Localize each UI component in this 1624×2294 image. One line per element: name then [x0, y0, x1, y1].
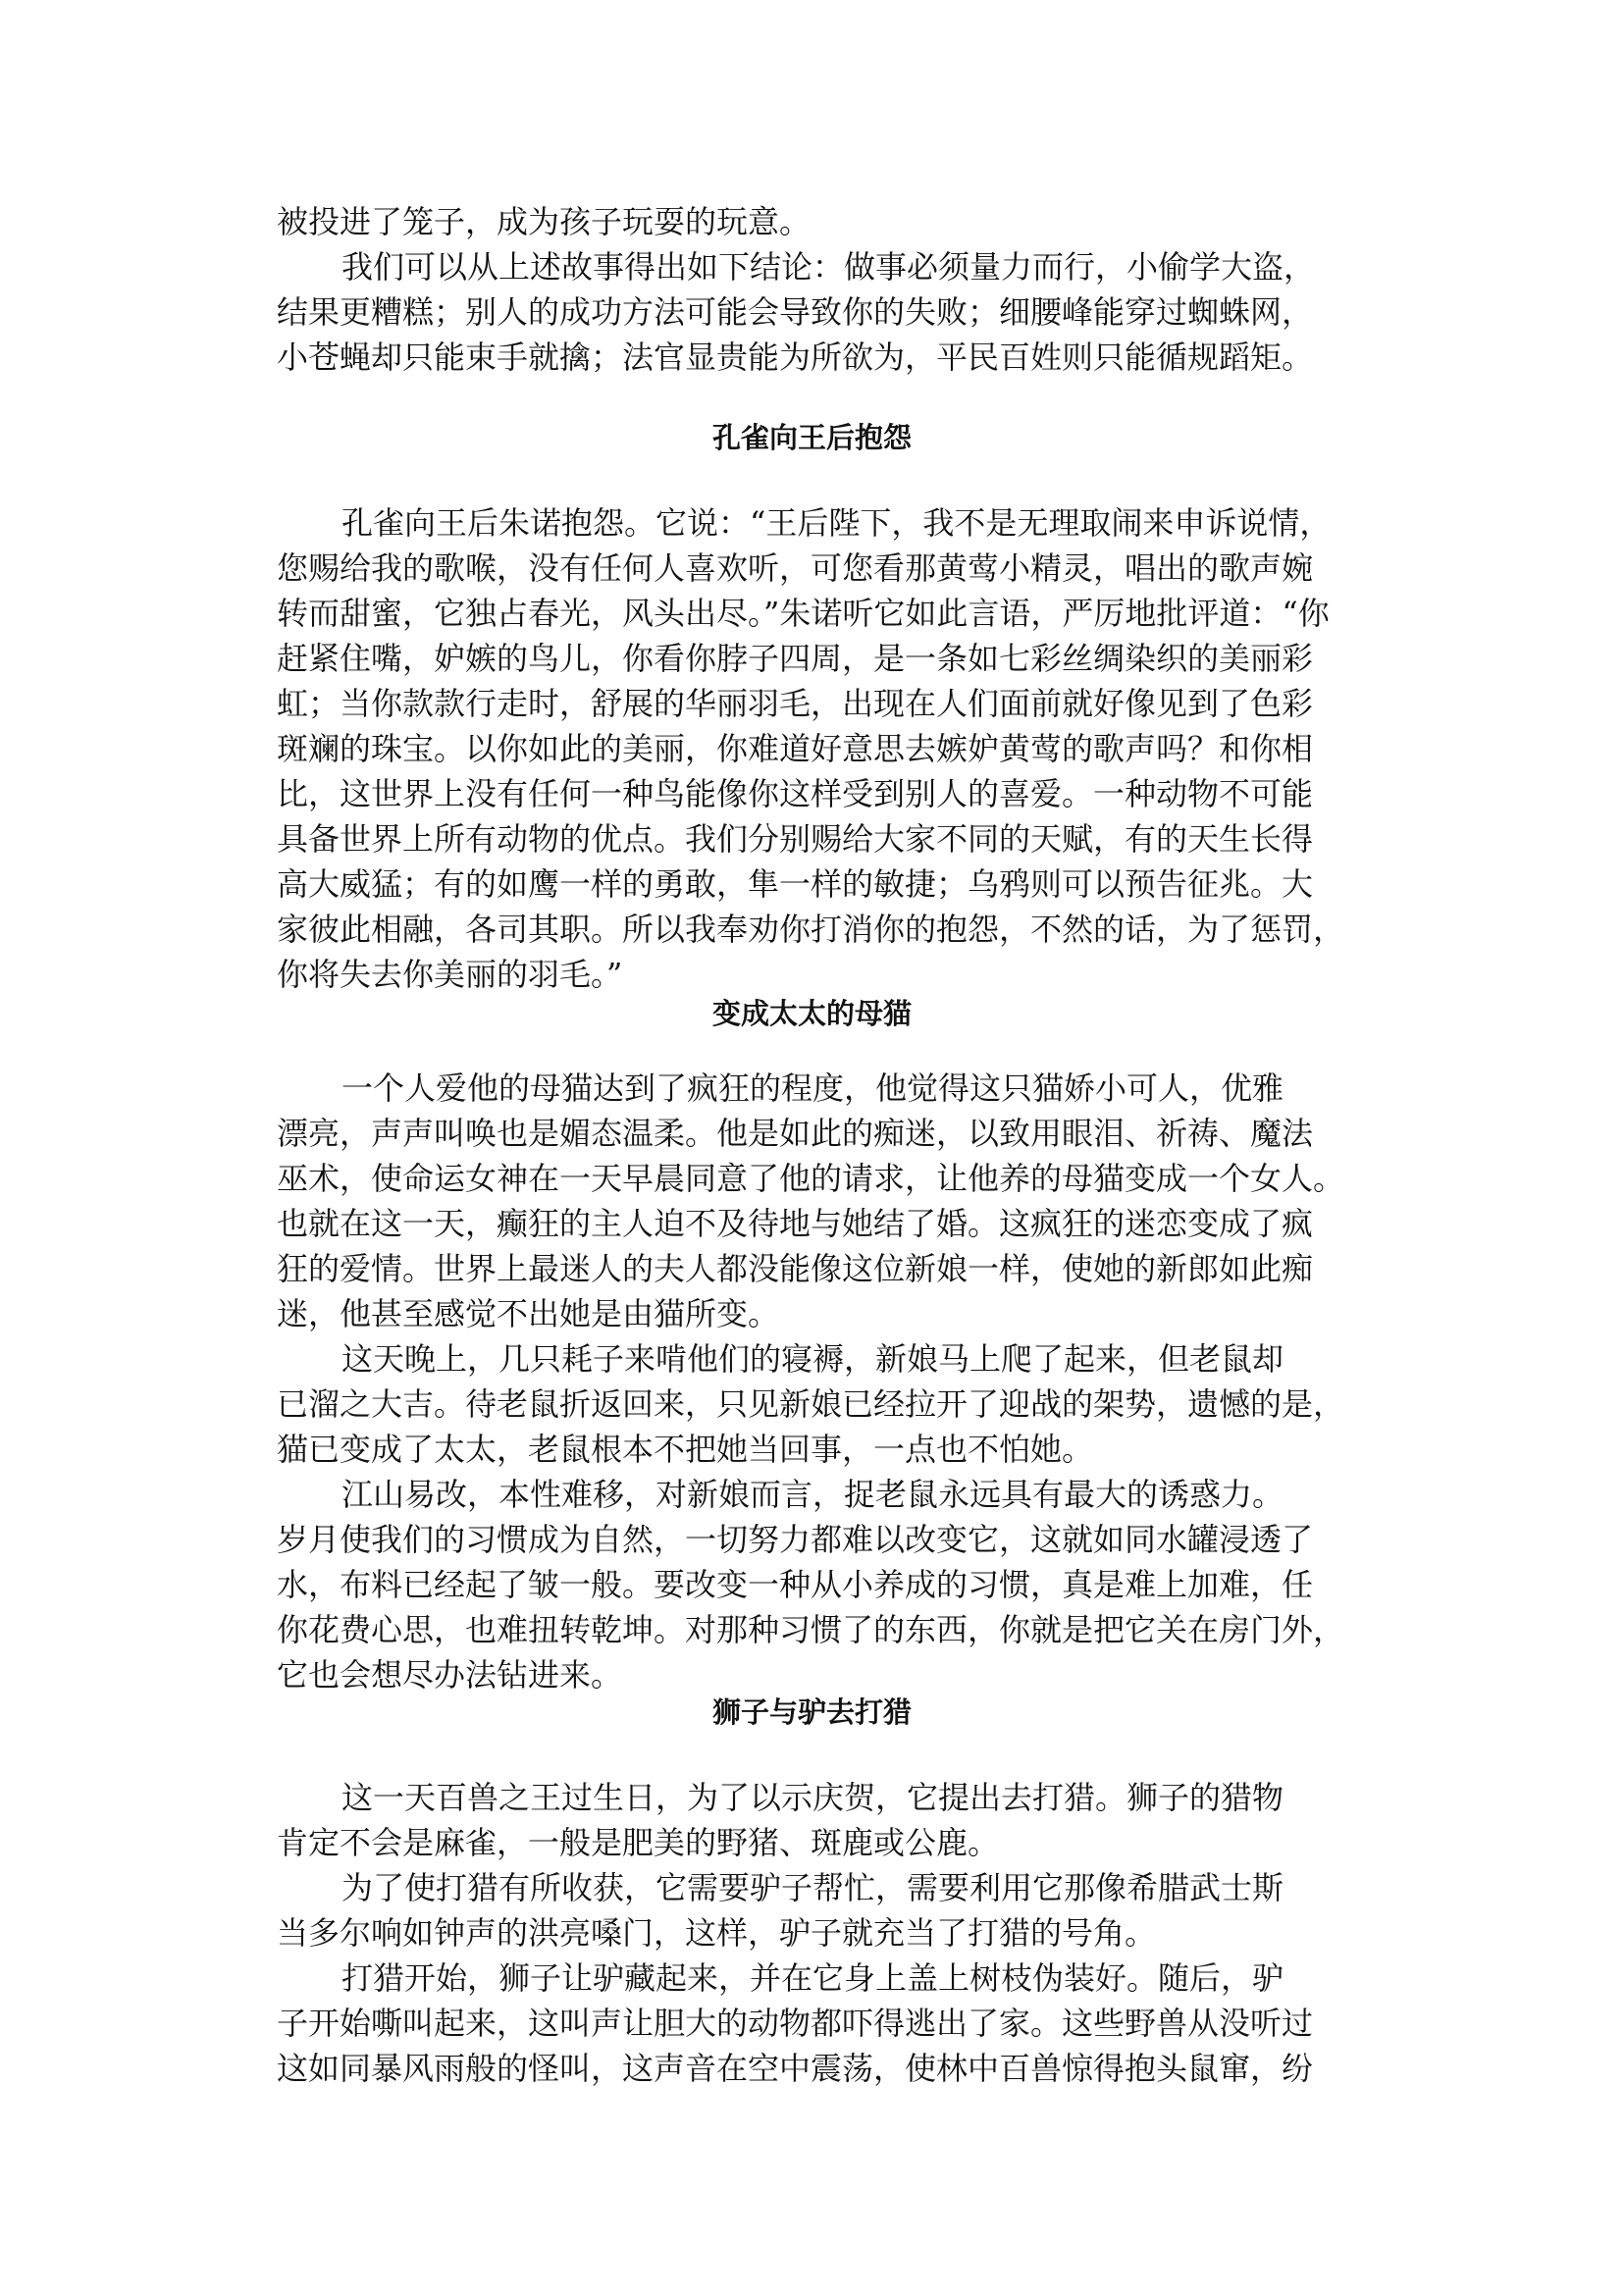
paragraph-line: 也就在这一天，癫狂的主人迫不及待地与她结了婚。这疯狂的迷恋变成了疯: [277, 1205, 1314, 1242]
paragraph-line: 结果更糟糕；别人的成功方法可能会导致你的失败；细腰峰能穿过蜘蛛网，: [277, 293, 1314, 331]
paragraph-line: 巫术，使命运女神在一天早晨同意了他的请求，让他养的母猫变成一个女人。: [277, 1160, 1345, 1197]
paragraph-line: 迷，他甚至感觉不出她是由猫所变。: [277, 1295, 780, 1332]
paragraph-line: 小苍蝇却只能束手就擒；法官显贵能为所欲为，平民百姓则只能循规蹈矩。: [277, 339, 1314, 376]
section-title: 变成太太的母猫: [711, 997, 912, 1030]
paragraph-line: 你花费心思，也难扭转乾坤。对那种习惯了的东西，你就是把它关在房门外，: [277, 1611, 1345, 1648]
paragraph-line: 打猎开始，狮子让驴藏起来，并在它身上盖上树枝伪装好。随后，驴: [341, 1959, 1284, 1997]
paragraph-line: 被投进了笼子，成为孩子玩耍的玩意。: [277, 203, 812, 240]
paragraph-line: 孔雀向王后朱诺抱怨。它说：“王后陛下，我不是无理取闹来申诉说情，: [341, 504, 1332, 542]
paragraph-line: 岁月使我们的习惯成为自然，一切努力都难以改变它，这就如同水罐浸透了: [277, 1521, 1314, 1558]
paragraph-line: 它也会想尽办法钻进来。: [277, 1656, 623, 1694]
paragraph-line: 斑斓的珠宝。以你如此的美丽，你难道好意思去嫉妒黄莺的歌声吗？和你相: [277, 730, 1314, 767]
paragraph-line: 猫已变成了太太，老鼠根本不把她当回事，一点也不怕她。: [277, 1431, 1094, 1468]
paragraph-line: 水，布料已经起了皱一般。要改变一种从小养成的习惯，真是难上加难，任: [277, 1566, 1314, 1603]
paragraph-line: 这如同暴风雨般的怪叫，这声音在空中震荡，使林中百兽惊得抱头鼠窜，纷: [277, 2050, 1314, 2087]
paragraph-line: 高大威猛；有的如鹰一样的勇敢，隼一样的敏捷；乌鸦则可以预告征兆。大: [277, 865, 1314, 903]
paragraph-line: 具备世界上所有动物的优点。我们分别赐给大家不同的天赋，有的天生长得: [277, 820, 1314, 858]
paragraph-line: 江山易改，本性难移，对新娘而言，捉老鼠永远具有最大的诱惑力。: [341, 1476, 1284, 1513]
paragraph-line: 你将失去你美丽的羽毛。”: [277, 956, 623, 993]
paragraph-line: 比，这世界上没有任何一种鸟能像你这样受到别人的喜爱。一种动物不可能: [277, 775, 1314, 812]
paragraph-line: 为了使打猎有所收获，它需要驴子帮忙，需要利用它那像希腊武士斯: [341, 1869, 1284, 1906]
paragraph-line: 转而甜蜜，它独占春光，风头出尽。”朱诺听它如此言语，严厉地批评道：“你: [277, 595, 1330, 632]
paragraph-line: 家彼此相融，各司其职。所以我奉劝你打消你的抱怨，不然的话，为了惩罚，: [277, 911, 1345, 948]
paragraph-line: 已溜之大吉。待老鼠折返回来，只见新娘已经拉开了迎战的架势，遗憾的是，: [277, 1385, 1345, 1423]
paragraph-line: 虹；当你款款行走时，舒展的华丽羽毛，出现在人们面前就好像见到了色彩: [277, 685, 1314, 722]
paragraph-line: 这一天百兽之王过生日，为了以示庆贺，它提出去打猎。狮子的猎物: [341, 1779, 1284, 1816]
paragraph-line: 一个人爱他的母猫达到了疯狂的程度，他觉得这只猫娇小可人，优雅: [341, 1069, 1284, 1107]
paragraph-line: 子开始嘶叫起来，这叫声让胆大的动物都吓得逃出了家。这些野兽从没听过: [277, 2005, 1314, 2042]
section-title: 孔雀向王后抱怨: [711, 421, 912, 454]
paragraph-line: 狂的爱情。世界上最迷人的夫人都没能像这位新娘一样，使她的新郎如此痴: [277, 1250, 1314, 1287]
paragraph-line: 肯定不会是麻雀，一般是肥美的野猪、斑鹿或公鹿。: [277, 1824, 1000, 1861]
section-title: 狮子与驴去打猎: [711, 1695, 912, 1729]
paragraph-line: 赶紧住嘴，妒嫉的鸟儿，你看你脖子四周，是一条如七彩丝绸染织的美丽彩: [277, 640, 1314, 677]
paragraph-line: 漂亮，声声叫唤也是媚态温柔。他是如此的痴迷，以致用眼泪、祈祷、魔法: [277, 1115, 1314, 1152]
paragraph-line: 您赐给我的歌喉，没有任何人喜欢听，可您看那黄莺小精灵，唱出的歌声婉: [277, 549, 1314, 587]
paragraph-line: 我们可以从上述故事得出如下结论：做事必须量力而行，小偷学大盗，: [341, 248, 1316, 286]
paragraph-line: 这天晚上，几只耗子来啃他们的寝褥，新娘马上爬了起来，但老鼠却: [341, 1340, 1284, 1378]
paragraph-line: 当多尔响如钟声的洪亮嗓门，这样，驴子就充当了打猎的号角。: [277, 1914, 1157, 1952]
